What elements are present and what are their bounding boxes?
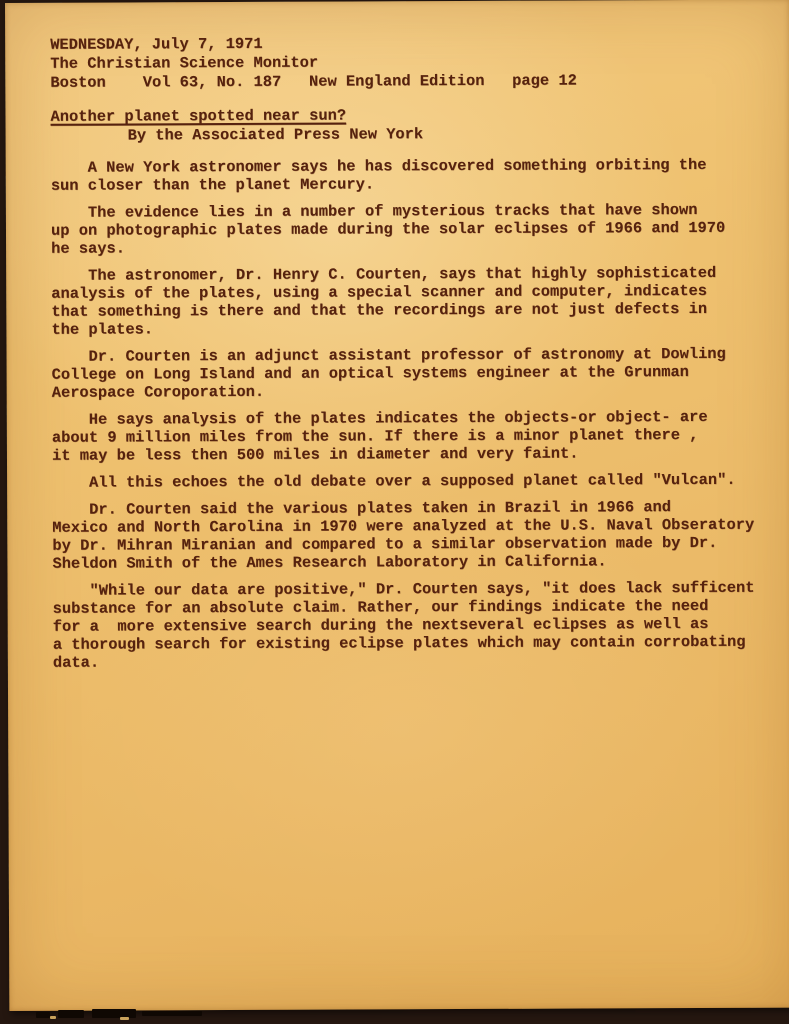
document-page bbox=[5, 0, 789, 1011]
underlying-page-fragment bbox=[58, 1010, 84, 1018]
underlying-page-fragment bbox=[142, 1011, 202, 1016]
paragraph: All this echoes the old debate over a supposed planet called "Vulcan". bbox=[52, 470, 736, 492]
paper-edge-speck bbox=[120, 1017, 129, 1020]
masthead bbox=[50, 33, 769, 93]
publication-name: The Christian Science Monitor bbox=[50, 53, 319, 73]
date-line: WEDNESDAY, July 7, 1971 bbox=[50, 34, 263, 54]
paragraph: A New York astronomer says he has discovered something orbiting the sun closer than the planet Mercury. bbox=[50, 155, 707, 195]
headline: Another planet spotted near sun? bbox=[50, 106, 347, 126]
underlying-page-fragment bbox=[36, 1012, 50, 1018]
edition-line: Boston Vol 63, No. 187 New England Edition page 12 bbox=[50, 71, 577, 92]
paragraph: The evidence lies in a number of mysterious tracks that have shown up on photographic plates made during the solar eclipses of 1966 and 1970 he says. bbox=[50, 200, 726, 258]
paragraph: "While our data are positive," Dr. Courten says, "it does lack sufficent substance for an absolute claim. Rather, our findings indicate the need for a more extensive search during the nextseveral eclipses as well as a thorough search for existing eclipse plates which may contain corrobating data. bbox=[52, 578, 755, 672]
typewritten-content bbox=[50, 33, 772, 672]
byline: By the Associated Press New York bbox=[127, 125, 424, 145]
paragraph: He says analysis of the plates indicates the objects-or object- are about 9 million miles from the sun. If there is a minor planet there , it may be less then 500 miles in diameter and very faint. bbox=[51, 407, 708, 465]
paragraph: Dr. Courten is an adjunct assistant professor of astronomy at Dowling College on Long Island and an optical systems engineer at the Grunman Aerospace Coroporation. bbox=[51, 344, 726, 402]
paper-edge-speck bbox=[50, 1016, 56, 1019]
paragraph: The astronomer, Dr. Henry C. Courten, says that highly sophisticated analysis of the plates, using a special scanner and computer, indicates that something is there and that the recordings are not just defects in the plates. bbox=[51, 263, 717, 339]
paragraph: Dr. Courten said the various plates taken in Brazil in 1966 and Mexico and North Carolina in 1970 were analyzed at the U.S. Naval Obseratory by Dr. Mihran Miranian and compared to a similar observation made by Dr. Sheldon Smith of the Ames Research Laboratory in California. bbox=[52, 498, 755, 573]
underlying-page-fragment bbox=[92, 1009, 136, 1018]
